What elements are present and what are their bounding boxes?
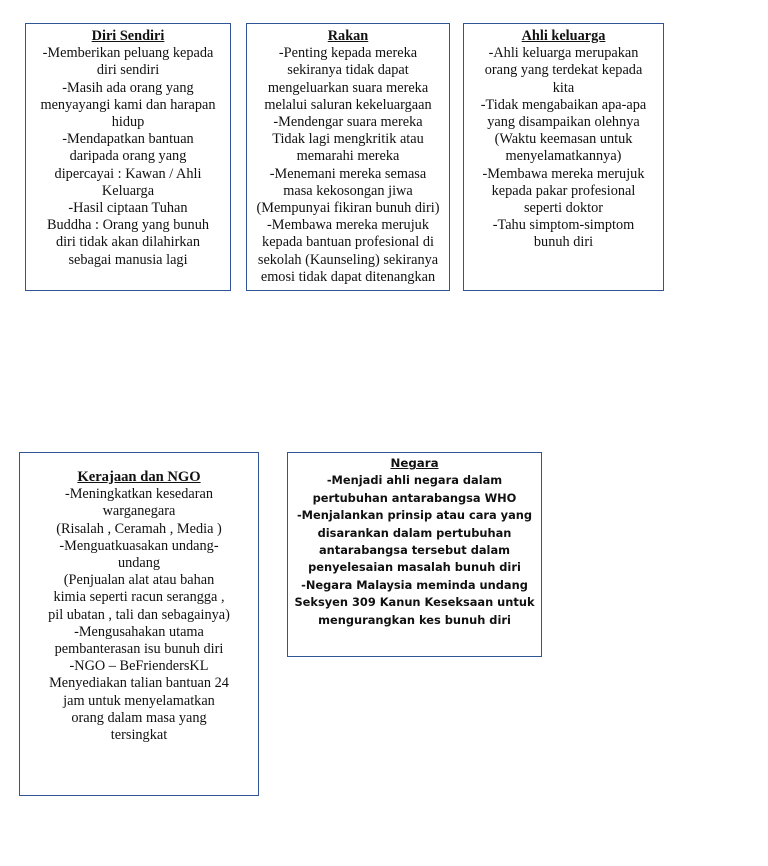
- text-line: -Penting kepada mereka: [278, 45, 418, 62]
- box-rakan: [246, 23, 450, 291]
- text-line: pertubuhan antarabangsa WHO: [312, 490, 517, 505]
- text-line: kepada bantuan profesional di: [262, 234, 434, 251]
- text-line: (Waktu keemasan untuk: [494, 131, 633, 148]
- text-line: masa kekosongan jiwa: [283, 182, 413, 199]
- text-line: pembanterasan isu bunuh diri: [54, 641, 224, 658]
- text-line: -Memberikan peluang kepada: [42, 45, 214, 62]
- box-title: Diri Sendiri: [91, 28, 165, 44]
- text-line: penyelesaian masalah bunuh diri: [308, 560, 521, 575]
- text-line: sekolah (Kaunseling) sekiranya: [257, 251, 439, 268]
- text-line: mengeluarkan suara mereka: [267, 79, 429, 96]
- text-line: Menyediakan talian bantuan 24: [49, 675, 229, 692]
- text-line: sekiranya tidak dapat: [287, 62, 409, 79]
- text-line: yang disampaikan olehnya: [487, 114, 640, 131]
- box-title: Negara: [390, 456, 439, 470]
- text-line: pil ubatan , tali dan sebagainya): [48, 606, 230, 623]
- text-line: jam untuk menyelamatkan: [63, 692, 215, 709]
- text-line: -Masih ada orang yang: [62, 79, 194, 96]
- text-line: -Meningkatkan kesedaran: [64, 486, 214, 503]
- text-line: -Menjadi ahli negara dalam: [326, 473, 503, 488]
- text-line: Tidak lagi mengkritik atau: [272, 131, 424, 148]
- text-line: kita: [552, 79, 575, 96]
- text-line: melalui saluran kekeluargaan: [264, 96, 432, 113]
- box-negara: [287, 452, 542, 657]
- text-line: -Menjalankan prinsip atau cara yang: [296, 508, 533, 523]
- text-line: emosi tidak dapat ditenangkan: [260, 268, 436, 285]
- text-line: -Negara Malaysia meminda undang: [301, 577, 528, 592]
- text-line: diri tidak akan dilahirkan: [55, 234, 201, 251]
- text-line: Buddha : Orang yang bunuh: [46, 217, 209, 234]
- box-ahli-keluarga: [463, 23, 664, 291]
- box-diri-sendiri: [25, 23, 231, 291]
- text-line: (Penjualan alat atau bahan: [63, 572, 215, 589]
- text-line: -Membawa mereka merujuk: [482, 165, 645, 182]
- text-line: kimia seperti racun serangga ,: [53, 589, 225, 606]
- text-line: (Mempunyai fikiran bunuh diri): [256, 200, 440, 217]
- text-line: orang yang terdekat kepada: [484, 62, 643, 79]
- text-line: -Mengusahakan utama: [74, 623, 204, 640]
- text-line: warganegara: [102, 503, 176, 520]
- text-line: -Tahu simptom-simptom: [492, 217, 635, 234]
- text-line: kepada pakar profesional: [491, 182, 636, 199]
- text-line: -Tidak mengabaikan apa-apa: [480, 96, 647, 113]
- text-line: -Menguatkuasakan undang-: [59, 537, 219, 554]
- text-line: bunuh diri: [533, 234, 594, 251]
- text-line: Seksyen 309 Kanun Keseksaan untuk: [294, 595, 535, 610]
- text-line: sebagai manusia lagi: [68, 251, 188, 268]
- box-kerajaan-ngo: [19, 452, 259, 796]
- text-line: orang dalam masa yang: [71, 709, 207, 726]
- text-line: disarankan dalam pertubuhan: [317, 525, 512, 540]
- text-line: -Menemani mereka semasa: [269, 165, 427, 182]
- box-title: Rakan: [327, 28, 369, 44]
- box-title: Ahli keluarga: [521, 28, 606, 44]
- text-line: dipercayai : Kawan / Ahli: [54, 165, 202, 182]
- text-line: undang: [117, 555, 161, 572]
- text-line: diri sendiri: [96, 62, 160, 79]
- text-line: -Hasil ciptaan Tuhan: [68, 200, 188, 217]
- text-line: memarahi mereka: [296, 148, 400, 165]
- text-line: Keluarga: [101, 182, 155, 199]
- text-line: seperti doktor: [523, 200, 603, 217]
- text-line: menyelamatkannya): [505, 148, 622, 165]
- text-line: mengurangkan kes bunuh diri: [318, 612, 511, 627]
- text-line: menyayangi kami dan harapan: [40, 96, 216, 113]
- text-line: -Ahli keluarga merupakan: [488, 45, 639, 62]
- text-line: -Mendengar suara mereka: [273, 114, 423, 131]
- text-line: antarabangsa tersebut dalam: [318, 543, 511, 558]
- box-title: Kerajaan dan NGO: [77, 469, 201, 485]
- text-line: tersingkat: [110, 727, 168, 744]
- text-line: -Mendapatkan bantuan: [62, 131, 194, 148]
- text-line: -NGO – BeFriendersKL: [69, 658, 209, 675]
- text-line: daripada orang yang: [69, 148, 187, 165]
- text-line: hidup: [111, 114, 145, 131]
- text-line: -Membawa mereka merujuk: [267, 217, 429, 234]
- text-line: (Risalah , Ceramah , Media ): [56, 520, 222, 537]
